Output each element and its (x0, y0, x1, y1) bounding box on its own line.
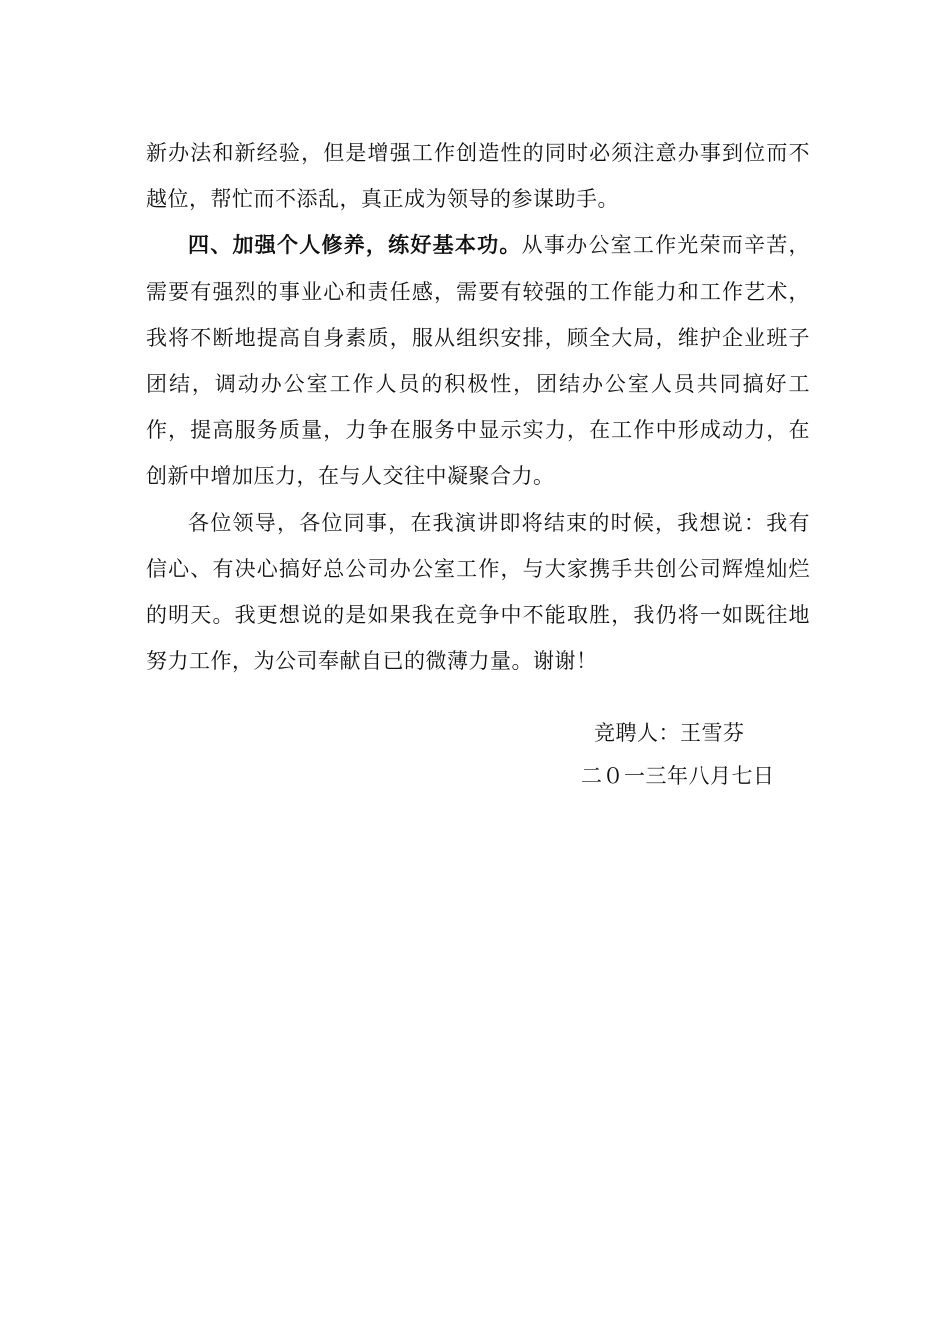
paragraph-text: 新办法和新经验，但是增强工作创造性的同时必须注意办事到位而不越位，帮忙而不添乱，真正成为领导的参谋助手。 (146, 141, 810, 212)
paragraph-continuation (146, 130, 810, 222)
date-line: 二０一三年八月七日 (581, 764, 775, 788)
document-body (146, 130, 810, 684)
signature-line: 竞聘人：王雪芬 (594, 721, 745, 745)
paragraph-closing (146, 500, 810, 685)
paragraph-section-four (146, 222, 810, 499)
paragraph-text: 各位领导，各位同事，在我演讲即将结束的时候，我想说：我有信心、有决心搞好总公司办公室工作，与大家携手共创公司辉煌灿烂的明天。我更想说的是如果我在竞争中不能取胜，我仍将一如既往地努力工作，为公司奉献自已的微薄力量。谢谢！ (146, 510, 810, 674)
section-heading: 四、加强个人修养，练好基本功。 (188, 232, 522, 258)
paragraph-text: 从事办公室工作光荣而辛苦，需要有强烈的事业心和责任感，需要有较强的工作能力和工作艺术，我将不断地提高自身素质，服从组织安排，顾全大局，维护企业班子团结，调动办公室工作人员的积极性，团结办公室人员共同搞好工作，提高服务质量，力争在服务中显示实力，在工作中形成动力，在创新中增加压力，在与人交往中凝聚合力。 (146, 233, 811, 489)
